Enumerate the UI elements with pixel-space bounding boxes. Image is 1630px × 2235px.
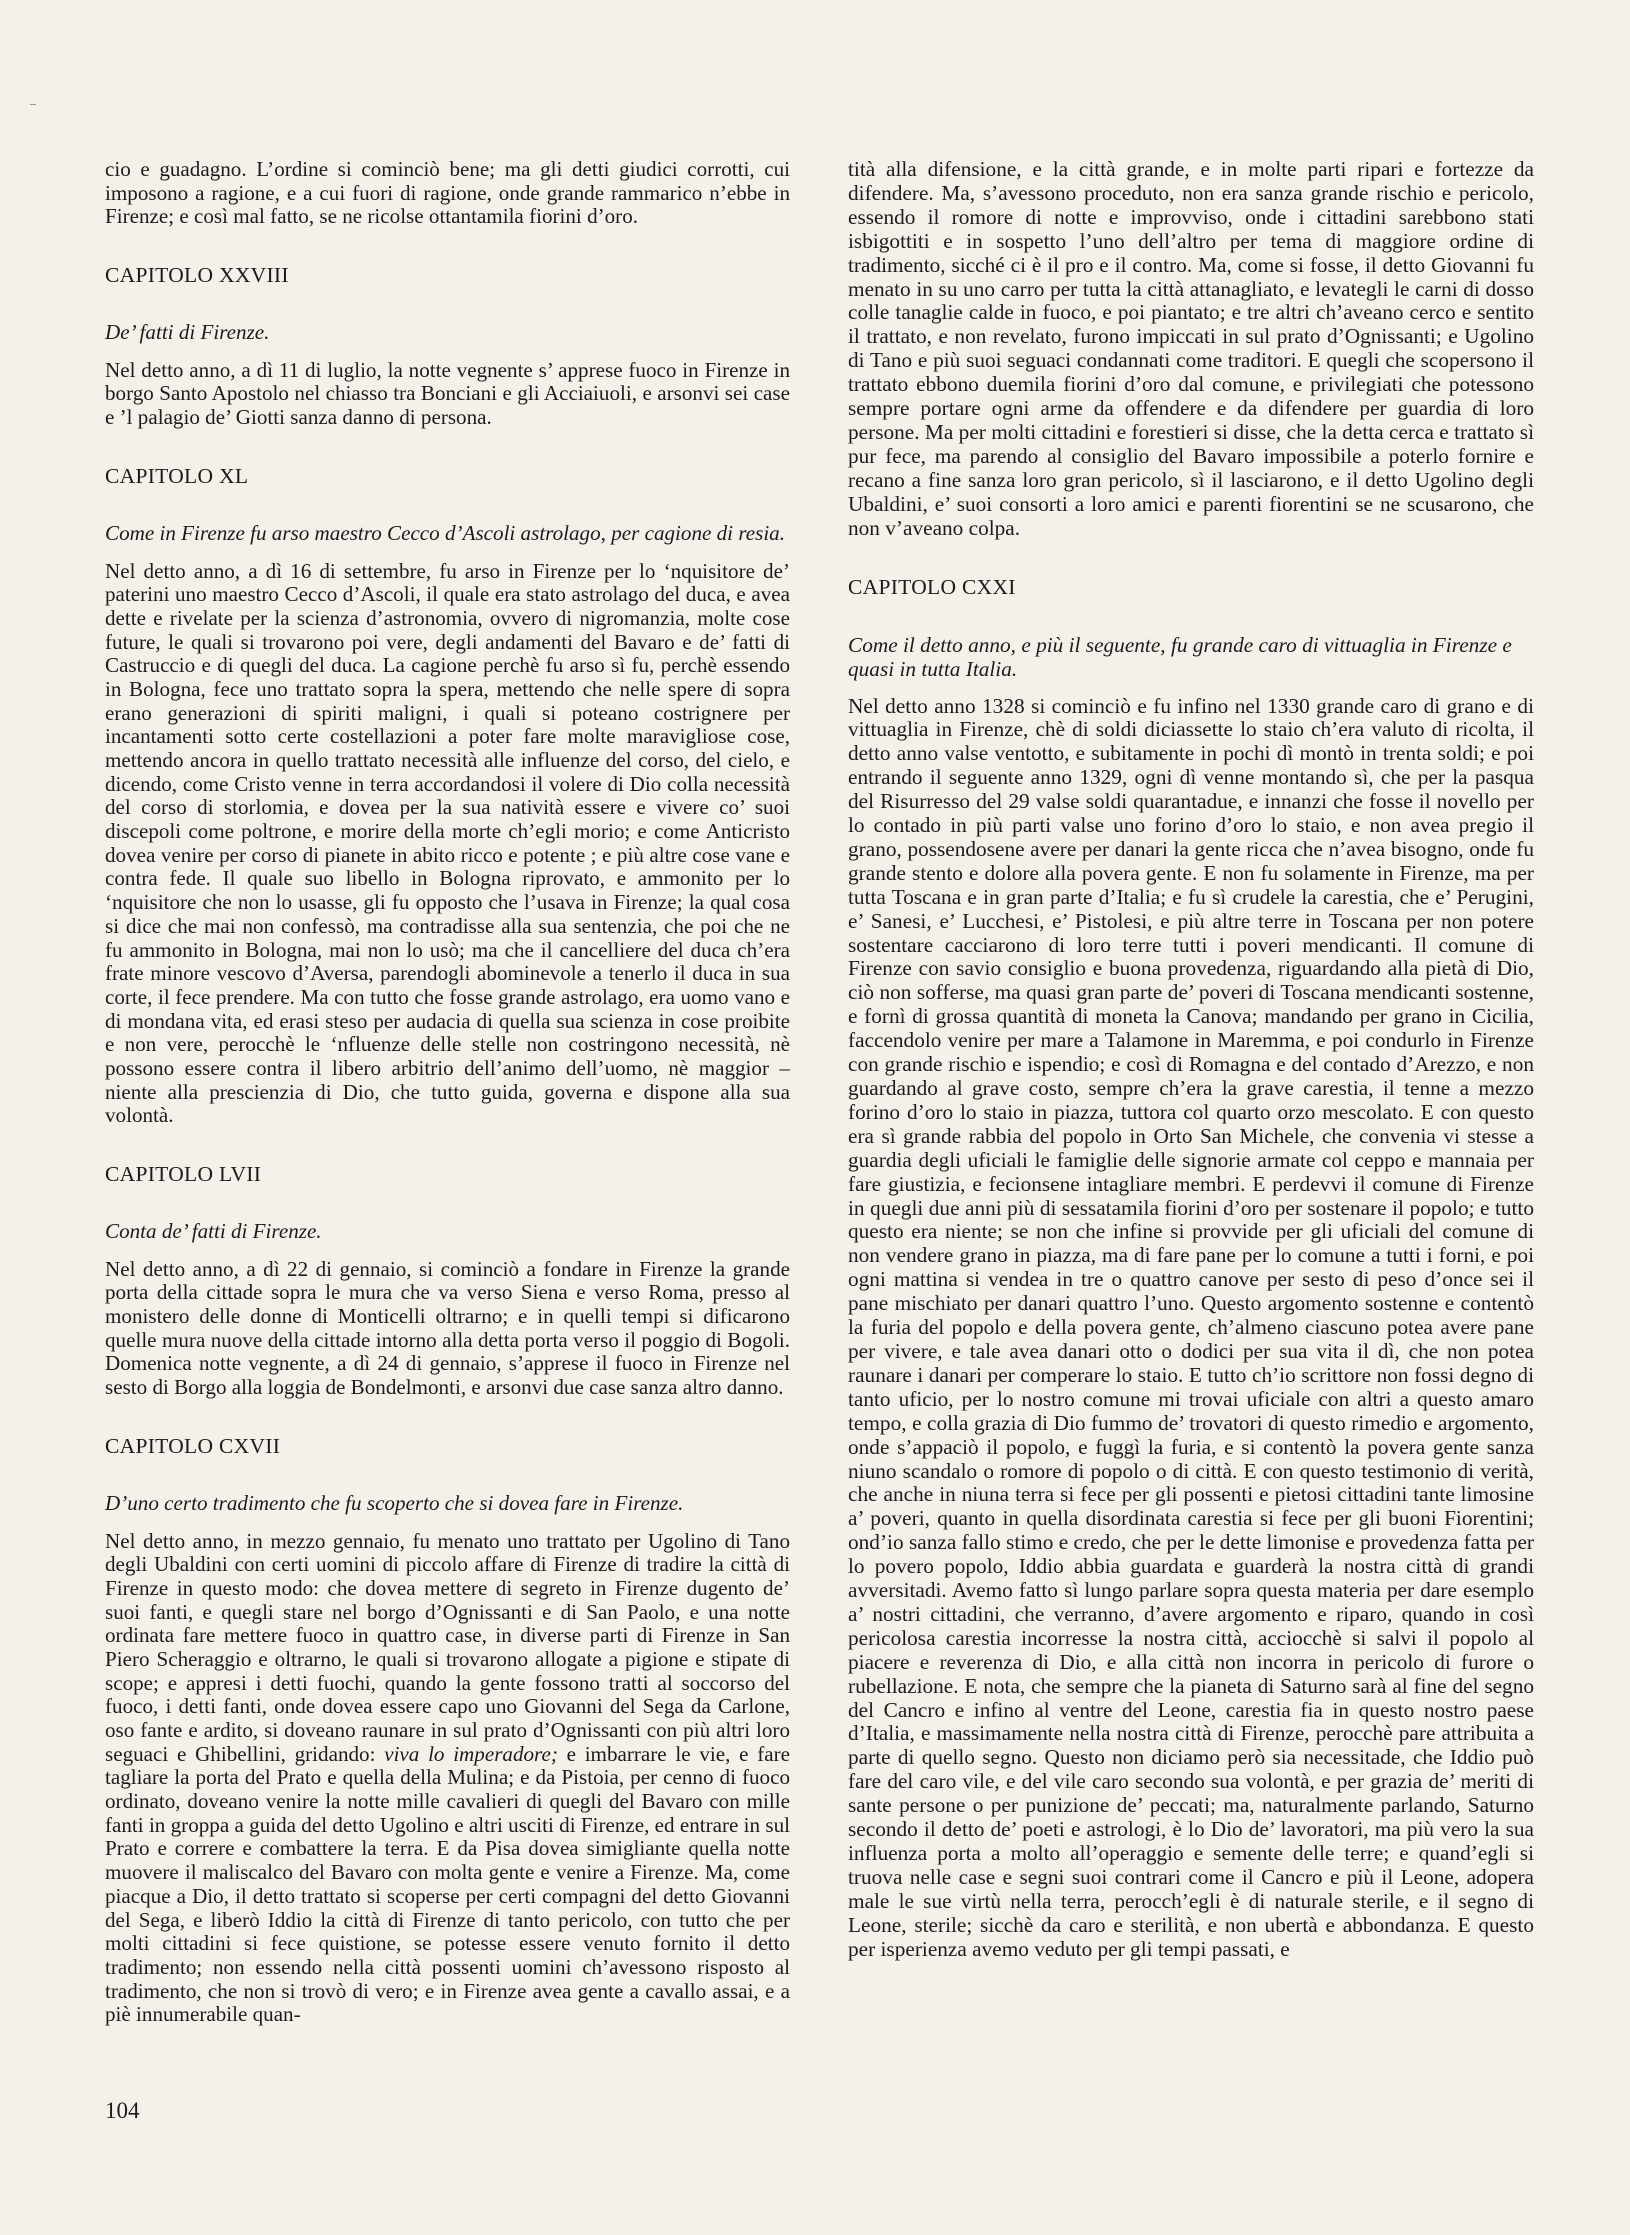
chapter-heading-xl: CAPITOLO XL: [105, 463, 249, 488]
chapter-text-cxvii-quote: viva lo imperadore;: [384, 1741, 558, 1766]
intro-paragraph: cio e guadagno. L’ordine si cominciò bene; ma gli detti giudici corrotti, cui imposono a ragione, e a cui fuori di ragione, onde grande rammarico n’ebbe in Firenze; e così mal fatto, se ne ricolse ottantamila fiorini d’oro.: [105, 157, 790, 229]
chapter-text-cxvii-part-b: e imbarrare le vie, e fare tagliare la porta del Prato e quella della Mulina; e da Pistoia, per cenno di fuoco ordinato, doveano venire la notte mille cavalieri di quegli del Bavaro con mille fanti in groppa a guida del detto Ugolino e altri usciti di Firenze, ed entrare in sul Prato e correre e combattere la terra. E da Pisa dovea simigliante quella notte muovere il maliscalco del Bavaro con molta gente e venire a Firenze. Ma, come piacque a Dio, il detto trattato si scoperse per certi compagni del detto Giovanni del Sega, e liberò Iddio la città di Firenze di tanto pericolo, con tutto che per molti cittadini si fece quistione, se potesse essere venuto fornito il detto tradimento; non essendo nella città possenti uomini ch’avessono risposto al tradimento, che non si trovò di vero; e in Firenze avea gente a cavallo assai, e a piè innumerabile quan-: [105, 1741, 790, 2027]
chapter-text-cxvii: [105, 1530, 790, 2027]
chapter-heading-cxvii: CAPITOLO CXVII: [105, 1433, 281, 1458]
chapter-heading-cxxi: CAPITOLO CXXI: [848, 574, 1016, 599]
chapter-heading-xxviii: CAPITOLO XXVIII: [105, 263, 289, 288]
right-column: [848, 158, 1534, 1962]
chapter-subtitle-cxxi: Come il detto anno, e più il seguente, fu grande caro di vittuaglia in Firenze e quasi in tutta Italia.: [848, 632, 1512, 681]
page-number: 104: [105, 2098, 140, 2123]
continued-paragraph: tità alla difensione, e la città grande, e in molte parti ripari e fortezze da difendere. Ma, s’avessono proceduto, non era sanza grande rischio e pericolo, essendo il romore di notte e improvviso, onde i cittadini sarebbono stati isbigottiti e in sospetto l’uno dell’altro per tema di maggiore ordine di tradimento, sicché ci è il pro e il contro. Ma, come si fosse, il detto Giovanni fu menato in su uno carro per tutta la città attanagliato, e levategli le carni di dosso colle tanaglie calde in fuoco, e poi piantato; e tre altri ch’aveano cerco e sentito il trattato, e non revelato, furono impiccati in sul prato d’Ognissanti; e Ugolino di Tano e più suoi seguaci condannati come traditori. E quegli che scopersono il trattato ebbono duemila fiorini d’oro dal comune, e privilegiati che potessono sempre portare ogni arme da offendere e da difendere per guardia di loro persone. Ma per molti cittadini e forestieri si disse, che la detta cerca e trattato sì pur fece, ma parendo al consiglio del Bavaro impossibile a poterlo fornire e recano a fine sanza loro gran pericolo, sì il lasciarono, e il detto Ugolino degli Ubaldini, e’ suoi consorti a loro amici e parenti fiorentini se ne scusarono, che non v’aveano colpa.: [848, 157, 1534, 540]
chapter-text-xl: Nel detto anno, a dì 16 di settembre, fu arso in Firenze per lo ‘nquisitore de’ paterini uno maestro Cecco d’Ascoli, il quale era stato astrolago del duca, e avea dette e rivelate per la scienza d’astronomia, ovvero di nigromanzia, molte cose future, le quali si trovarono poi vere, degli andamenti del Bavaro e de’ fatti di Castruccio e di quegli del duca. La cagione perchè fu arso sì fu, perchè essendo in Bologna, fece uno trattato sopra la spera, mettendo che nelle spere di sopra erano generazioni di spiriti maligni, i quali si poteano costrignere per incantamenti sotto certe costellazioni a poter fare molte maravigliose cose, mettendo ancora in quello trattato necessità alle influenze del corso, del cielo, e dicendo, come Cristo venne in terra accordandosi il volere di Dio colla necessità del corso di storlomia, e dovea per la sua natività essere e vivere co’ suoi discepoli come poltrone, e morire della morte ch’egli morio; e come Anticristo dovea venire per corso di pianete in abito ricco e potente ; e più altre cose vane e contra fede. Il quale suo libello in Bologna riprovato, e ammonito per lo ‘nquisitore che non lo usasse, gli fu opposto che l’usava in Firenze; la qual cosa si dice che mai non confessò, ma contradisse alla sua sentenzia, che poi che ne fu ammonito in Bologna, mai non lo usò; ma che il cancelliere del duca ch’era frate minore vescovo d’Aversa, parendogli abominevole a tenerlo il duca in sua corte, il fece prendere. Ma con tutto che fosse grande astrolago, era uomo vano e di mondana vita, ed erasi steso per audacia di quella sua scienza in cose proibite e non vere, perocchè le ‘nfluenze delle stelle non costringono necessità, nè possono essere contra il libero arbitrio dell’animo dell’uomo, nè maggior – niente alla prescienzia di Dio, che tutto guida, governa e dispone alla sua volontà.: [105, 558, 790, 1128]
chapter-heading-lvii: CAPITOLO LVII: [105, 1162, 262, 1186]
margin-mark: [30, 104, 36, 105]
chapter-text-xxviii: Nel detto anno, a dì 11 di luglio, la notte vegnente s’ apprese fuoco in Firenze in borgo Santo Apostolo nel chiasso tra Bonciani e gli Acciaiuoli, e arsonvi sei case e ’l palagio de’ Giotti sanza danno di persona.: [105, 357, 790, 430]
chapter-subtitle-cxvii: D’uno certo tradimento che fu scoperto che si dovea fare in Firenze.: [105, 1490, 684, 1515]
chapter-subtitle-lvii: Conta de’ fatti di Firenze.: [105, 1219, 322, 1243]
chapter-text-cxvii-part-a: Nel detto anno, in mezzo gennaio, fu menato uno trattato per Ugolino di Tano degli Ubaldini con certi uomini di piccolo affare di Firenze di tradire la città di Firenze in questo modo: che dovea mettere di segreto in Firenze dugento de’ suoi fanti, e quegli stare nel borgo d’Ognissanti e di San Paolo, e una notte ordinata fare mettere fuoco in quattro case, in diverse parti di Firenze in San Piero Scheraggio e oltrarno, le quali si trovarono allogate a pigione e stipate di scope; e appresi i detti fuochi, quando la gente fossono tratti al soccorso del fuoco, i detti fanti, onde dovea essere capo uno Giovanni del Sega da Carlone, oso fante e ardito, si doveano raunare in sul prato d’Ognissanti con più altri loro seguaci e Ghibellini, gridando:: [105, 1528, 790, 1766]
left-column: [105, 158, 790, 2027]
chapter-text-lvii: Nel detto anno, a dì 22 di gennaio, si cominciò a fondare in Firenze la grande porta della cittade sopra le mura che va verso Siena e verso Roma, presso al monistero delle donne di Monticelli oltrarno; e in quelli tempi si dificarono quelle mura nuove della cittade intorno alla detta porta verso il poggio di Bogoli. Domenica notte vegnente, a dì 24 di gennaio, s’apprese il fuoco in Firenze nel sesto di Borgo alla loggia de Bondelmonti, e arsonvi due case sanza altro danno.: [105, 1256, 790, 1400]
chapter-text-cxxi: Nel detto anno 1328 si cominciò e fu infino nel 1330 grande caro di grano e di vittuaglia in Firenze, chè di soldi diciassette lo staio ch’era valuto di ricolta, il detto anno valse ventotto, e subitamente in pochi dì montò in trenta soldi; e poi entrando il seguente anno 1329, ogni dì venne montando sì, che per la pasqua del Risurresso del 29 valse soldi quarantadue, e innanzi che fosse il novello per lo contado in più parti valse uno forino d’oro lo staio, e non avea pregio il grano, possendosene avere per danari la gente ricca che n’avea bisogno, onde fu grande stento e dolore alla povera gente. E non fu solamente in Firenze, ma per tutta Toscana e in gran parte d’Italia; e fu sì crudele la carestia, che e’ Perugini, e’ Sanesi, e’ Lucchesi, e’ Pistolesi, e più altre terre in Toscana per non potere sostentare cacciarono di loro terre tutti i poveri mendicanti. Il comune di Firenze con savio consiglio e buona provedenza, riguardando alla pietà di Dio, ciò non sofferse, ma quasi gran parte de’ poveri di Toscana mendicanti sostenne, e fornì di grossa quantità di moneta la Canova; mandando per grano in Cicilia, faccendolo venire per mare a Talamone in Maremma, e poi condurlo in Firenze con grande rischio e ispendio; e così di Romagna e del contado d’Arezzo, e non guardando al grave costo, sempre ch’era la grave carestia, il tenne a mezzo forino d’oro lo staio in piazza, tuttora col quarto orzo mescolato. E con questo era sì grande rabbia del popolo in Orto San Michele, che convenia vi stesse a guardia degli uficiali le famiglie delle signorie armate col ceppo e mannaia per fare giustizia, e fecionsene intagliare membri. E perdevvi il comune di Firenze in quegli due anni più di sessatamila fiorini d’oro per sostenare il popolo; e tutto questo era niente; se non che infine si provvide per gli uficiali del comune di non vendere grano in piazza, ma di fare pane per lo comune a tutti i forni, e poi ogni mattina si vendea in tre o quattro canove per sesto di peso d’once sei il pane mischiato per danari quattro l’uno. Questo argomento sostenne e contentò la furia del popolo e della povera gente, ch’almeno ciascuno potea avere pane per vivere, e tale avea danari otto o dodici per sua vita il dì, che non potea raunare i danari per comperare lo staio. E tutto ch’io scrittore non fossi degno di tanto uficio, per lo nostro comune mi trovai uficiale con altri a questo amaro tempo, e colla grazia di Dio fummo de’ trovatori di questo rimedio e argomento, onde s’appaciò il popolo, e fuggì la furia, e si contentò la povera gente sanza niuno scandalo o romore di popolo o di città. E con questo testimonio di verità, che anche in niuna terra si fece per gli possenti e pietosi cittadini tante limosine a’ poveri, quanto in quella disordinata carestia si fece per gli buoni Fiorentini; ond’io sanza fallo stimo e credo, che per le dette limonise e provedenza fatta per lo povero popolo, Iddio abbia guardata e guarderà la nostra città di grandi avversitadi. Avemo fatto sì lungo parlare sopra questa materia per dare esemplo a’ nostri cittadini, che verranno, d’avere argomento e riparo, quando in così pericolosa carestia incorresse la nostra città, acciocchè si salvi il popolo al piacere e reverenza di Dio, e alla città non incorra in pericolo di furore o rubellazione. E nota, che sempre che la pianeta di Saturno sarà al fine del segno del Cancro e infino al ventre del Leone, carestia fia in questo nostro paese d’Italia, e massimamente nella nostra città di Firenze, perocchè pare attribuita a parte di quello segno. Questo non diciamo però sia necessitade, che Iddio può fare del caro vile, e del vile caro secondo sua volontà, e per grazia de’ meriti di sante persone o per punizione de’ peccati; ma, naturalmente parlando, Saturno secondo il detto de’ poeti e astrologi, è lo Dio de’ lavoratori, ma più vero la sua influenza porta a molto all’operaggio e semente delle terre; e quand’egli si truova nelle case e segni suoi contrari come il Cancro e più il Leone, adopera male le sue virtù nella terra, perocch’egli è di naturale sterile, e il segno di Leone, sterile; sicchè da caro e sterilità, e non ubertà e abbondanza. E questo per isperienza avemo veduto per gli tempi passati, e: [848, 693, 1534, 1961]
chapter-subtitle-xxviii: De’ fatti di Firenze.: [105, 320, 270, 345]
chapter-subtitle-xl: Come in Firenze fu arso maestro Cecco d’Ascoli astrolago, per cagione di resia.: [105, 520, 785, 545]
